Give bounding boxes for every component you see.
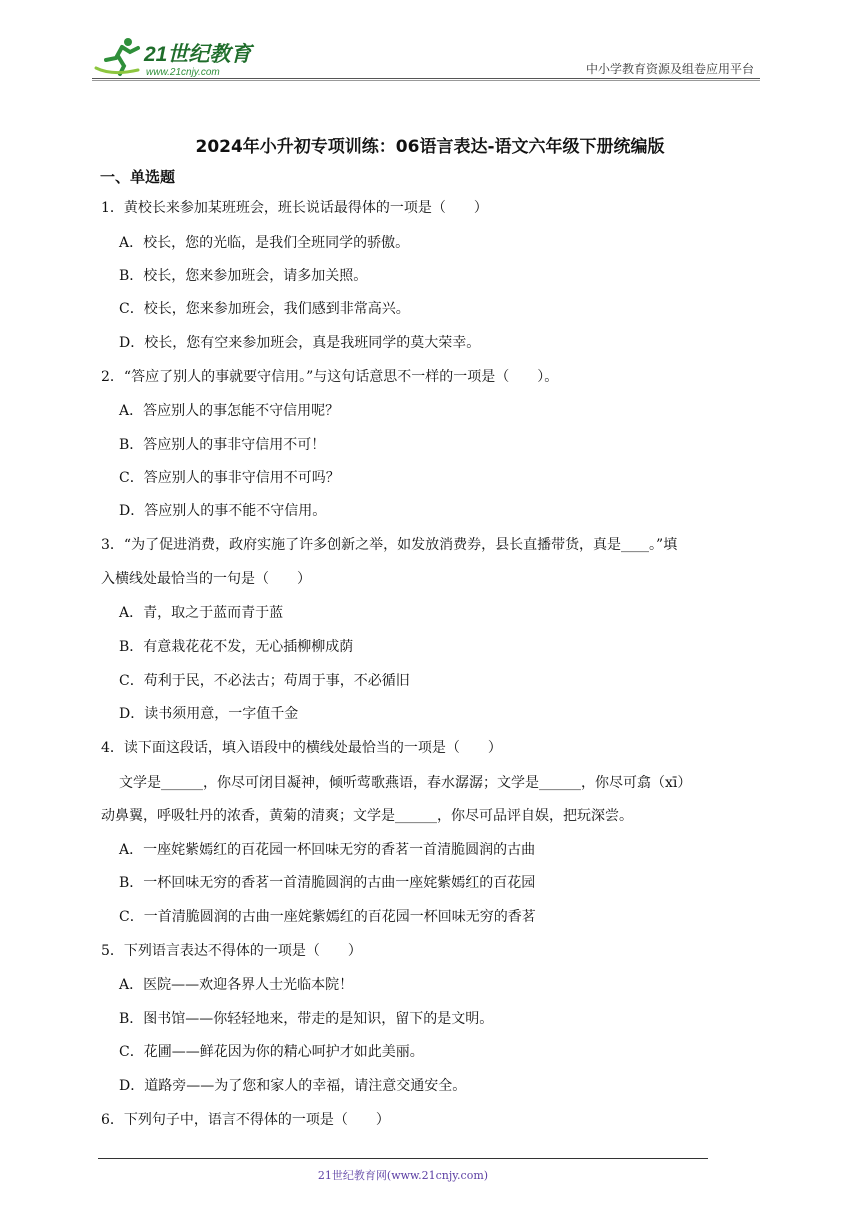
question-4-passage-line-2: 动鼻翼，呼吸牡丹的浓香，黄菊的清爽；文学是______，你尽可品评自娱，把玩深尝。 — [101, 808, 633, 824]
question-4-option-a: A．一座姹紫嫣红的百花园一杯回味无穷的香茗一首清脆圆润的古曲 — [119, 842, 536, 858]
logo-text: 21世纪教育 — [144, 43, 252, 66]
question-4-option-c: C．一首清脆圆润的古曲一座姹紫嫣红的百花园一杯回味无穷的香茗 — [119, 909, 536, 925]
question-1-option-a: A．校长，您的光临，是我们全班同学的骄傲。 — [119, 235, 410, 251]
question-5-option-c: C．花圃——鲜花因为你的精心呵护才如此美丽。 — [119, 1044, 424, 1060]
question-2-stem: 2．“答应了别人的事就要守信用。”与这句话意思不一样的一项是（ ）。 — [101, 369, 559, 385]
logo-url: www.21cnjy.com — [146, 67, 220, 78]
section-heading: 一、单选题 — [100, 168, 176, 186]
question-2-option-b: B．答应别人的事非守信用不可！ — [119, 437, 326, 453]
question-4-passage-line-1: 文学是______，你尽可闭目凝神，倾听莺歌燕语，春水潺潺；文学是______，你尽可翕（xī） — [119, 775, 692, 791]
question-2-option-a: A．答应别人的事怎能不守信用呢？ — [119, 403, 340, 419]
question-1-option-c: C．校长，您来参加班会，我们感到非常高兴。 — [119, 301, 410, 317]
question-1-option-d: D．校长，您有空来参加班会，真是我班同学的莫大荣幸。 — [119, 335, 481, 351]
question-5-option-d: D．道路旁——为了您和家人的幸福，请注意交通安全。 — [119, 1078, 467, 1094]
question-5-option-b: B．图书馆——你轻轻地来，带走的是知识，留下的是文明。 — [119, 1011, 494, 1027]
question-2-option-d: D．答应别人的事不能不守信用。 — [119, 503, 327, 519]
question-3-option-a: A．青，取之于蓝而青于蓝 — [119, 605, 284, 621]
question-3-option-c: C．苟利于民，不必法古；苟周于事，不必循旧 — [119, 673, 410, 689]
question-5-stem: 5．下列语言表达不得体的一项是（ ） — [101, 943, 362, 959]
header-divider-thin — [92, 80, 760, 81]
footer-text: 21世纪教育网(www.21cnjy.com) — [317, 1169, 489, 1182]
question-1-option-b: B．校长，您来参加班会，请多加关照。 — [119, 268, 368, 284]
question-4-option-b: B．一杯回味无穷的香茗一首清脆圆润的古曲一座姹紫嫣红的百花园 — [119, 875, 536, 891]
question-3-option-d: D．读书须用意，一字值千金 — [119, 706, 299, 722]
question-4-stem: 4．读下面这段话，填入语段中的横线处最恰当的一项是（ ） — [101, 740, 502, 756]
question-3-stem-cont: 入横线处最恰当的一句是（ ） — [101, 571, 311, 587]
question-3-option-b: B．有意栽花花不发，无心插柳柳成荫 — [119, 639, 354, 655]
page-title: 2024年小升初专项训练：06语言表达-语文六年级下册统编版 — [195, 137, 665, 157]
runner-icon — [96, 38, 138, 74]
question-6-stem: 6．下列句子中，语言不得体的一项是（ ） — [101, 1112, 390, 1128]
question-2-option-c: C．答应别人的事非守信用不可吗？ — [119, 470, 340, 486]
header-divider — [92, 78, 760, 79]
question-5-option-a: A．医院——欢迎各界人士光临本院！ — [119, 977, 354, 993]
footer-divider — [98, 1158, 708, 1159]
question-3-stem: 3．“为了促进消费，政府实施了许多创新之举，如发放消费券，县长直播带货，真是____。”填 — [101, 537, 678, 553]
question-1-stem: 1．黄校长来参加某班班会，班长说话最得体的一项是（ ） — [101, 200, 488, 216]
page-header — [92, 30, 760, 80]
brand-logo — [92, 34, 272, 78]
header-tagline: 中小学教育资源及组卷应用平台 — [585, 62, 754, 76]
